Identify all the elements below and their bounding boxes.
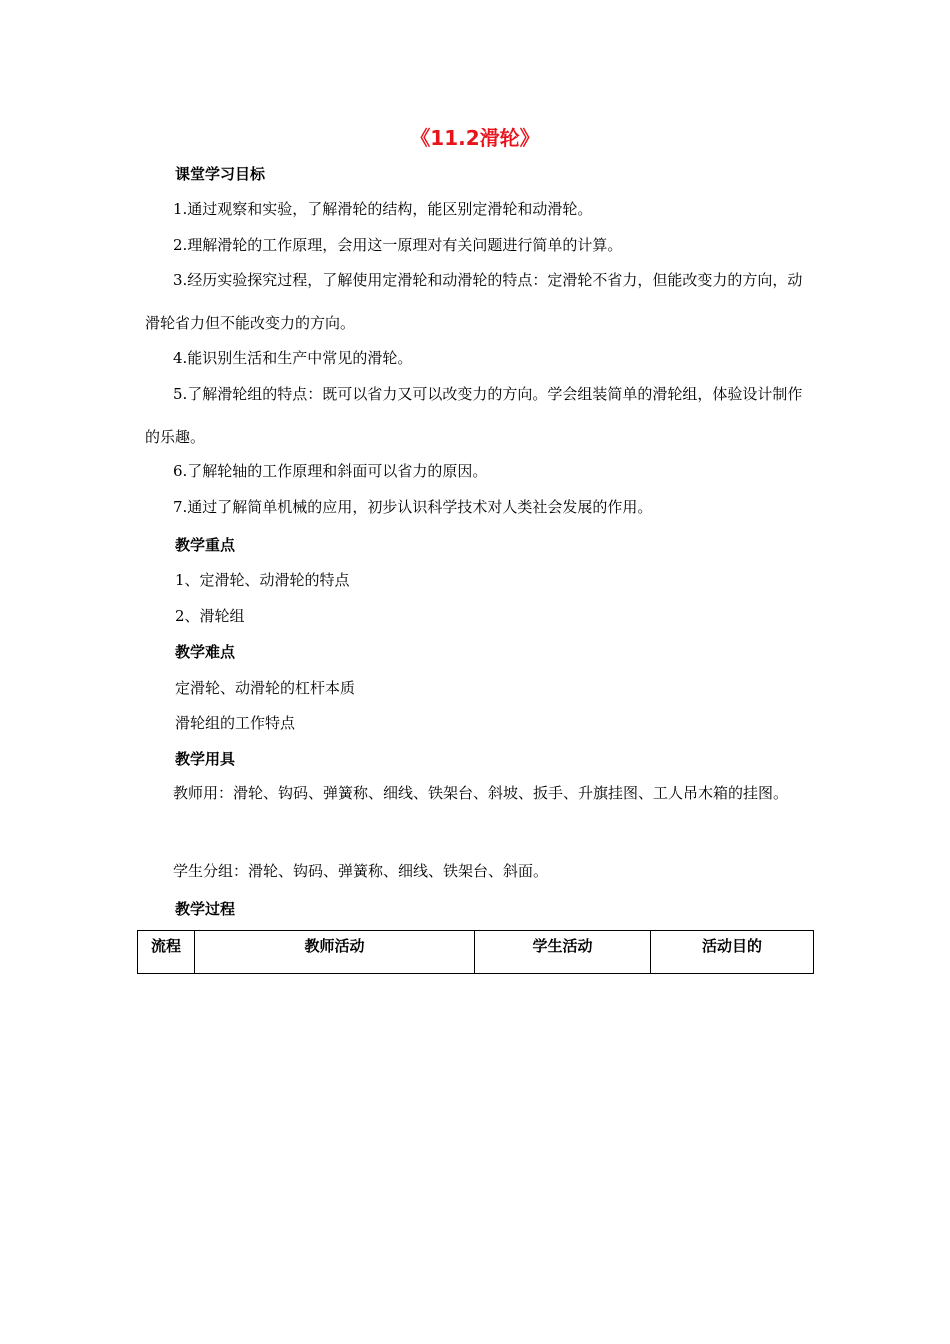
process-table — [137, 930, 814, 974]
document-title: 《11.2滑轮》 — [410, 126, 540, 150]
student-tools: 学生分组：滑轮、钩码、弹簧称、细线、铁架台、斜面。 — [173, 862, 549, 880]
difficulty-item-1: 定滑轮、动滑轮的杠杆本质 — [175, 679, 356, 697]
key-points-heading: 教学重点 — [175, 536, 236, 554]
key-point-item-1: 1、定滑轮、动滑轮的特点 — [175, 571, 350, 589]
objectives-heading: 课堂学习目标 — [175, 165, 266, 183]
objective-item-3: 3.经历实验探究过程，了解使用定滑轮和动滑轮的特点：定滑轮不省力，但能改变力的方向，动滑轮省力但不能改变力的方向。 — [145, 271, 803, 332]
table-header-row — [138, 931, 814, 974]
difficulty-item-2: 滑轮组的工作特点 — [175, 714, 296, 732]
column-header-flow: 流程 — [138, 931, 195, 974]
column-header-teacher-activity: 教师活动 — [195, 931, 475, 974]
key-point-item-2: 2、滑轮组 — [175, 607, 245, 625]
objective-item-7: 7.通过了解简单机械的应用，初步认识科学技术对人类社会发展的作用。 — [173, 498, 653, 516]
column-header-purpose: 活动目的 — [651, 931, 814, 974]
objective-item-6: 6.了解轮轴的工作原理和斜面可以省力的原因。 — [173, 462, 488, 480]
objective-item-1: 1.通过观察和实验，了解滑轮的结构，能区别定滑轮和动滑轮。 — [173, 200, 593, 218]
column-header-student-activity: 学生活动 — [475, 931, 651, 974]
difficulties-heading: 教学难点 — [175, 643, 236, 661]
objective-item-2: 2.理解滑轮的工作原理，会用这一原理对有关问题进行简单的计算。 — [173, 236, 623, 254]
objective-item-5: 5.了解滑轮组的特点：既可以省力又可以改变力的方向。学会组装简单的滑轮组，体验设计制作的乐趣。 — [145, 385, 803, 446]
tools-heading: 教学用具 — [175, 750, 236, 768]
teacher-tools: 教师用：滑轮、钩码、弹簧称、细线、铁架台、斜坡、扳手、升旗挂图、工人吊木箱的挂图。 — [173, 784, 789, 802]
objective-item-4: 4.能识别生活和生产中常见的滑轮。 — [173, 349, 413, 367]
process-heading: 教学过程 — [175, 900, 236, 918]
